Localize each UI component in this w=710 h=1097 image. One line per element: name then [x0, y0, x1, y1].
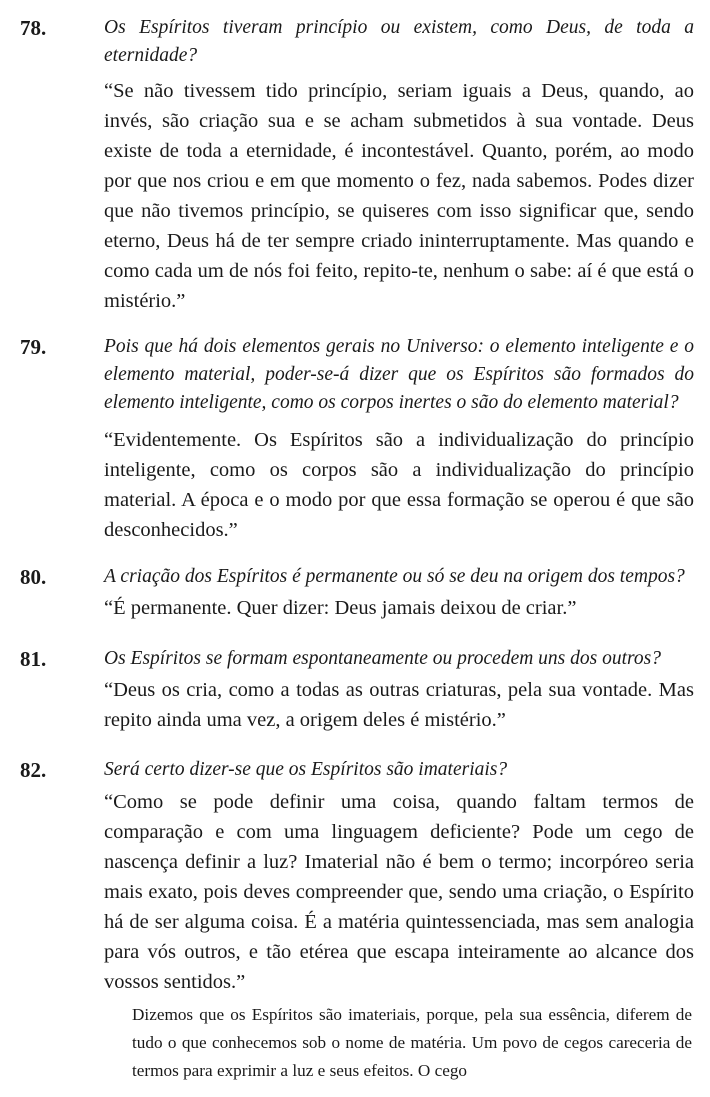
- question-number-80: 80.: [20, 565, 47, 589]
- question-number-78: 78.: [20, 16, 47, 40]
- answer-81-text: “Deus os cria, como a todas as outras criaturas, pela sua vontade. Mas repito ainda uma vez, a origem deles é mistério.”: [104, 679, 694, 731]
- question-79-text: Pois que há dois elementos gerais no Universo: o elemento inteligente e o elemento material, poder-se-á dizer que os Espíritos são formados do elemento inteligente, como os corpos inertes o são do elemento material?: [104, 336, 694, 413]
- answer-80-text: “É permanente. Quer dizer: Deus jamais deixou de criar.”: [104, 597, 577, 619]
- question-82-text: Será certo dizer-se que os Espíritos são imateriais?: [104, 759, 508, 780]
- commentary-text: Dizemos que os Espíritos são imateriais, porque, pela sua essência, diferem de tudo o que conhecemos sob o nome de matéria. Um povo de cegos careceria de termos para exprimir a luz e seus efeitos. O cego: [132, 1005, 692, 1080]
- question-number-82: 82.: [20, 758, 47, 782]
- question-number-79: 79.: [20, 335, 47, 359]
- question-78-text: Os Espíritos tiveram princípio ou existem, como Deus, de toda a eternidade?: [104, 17, 694, 66]
- question-81-text: Os Espíritos se formam espontaneamente ou procedem uns dos outros?: [104, 648, 661, 669]
- answer-82-text: “Como se pode definir uma coisa, quando faltam termos de comparação e com uma linguagem deficiente? Pode um cego de nascença definir a luz? Imaterial não é bem o termo; incorpóreo seria mais exato, pois deves compreender que, sendo uma criação, o Espírito há de ser alguma coisa. É a matéria quintessenciada, mas sem analogia para vós outros, e tão etérea que escapa inteiramente ao alcance dos vossos sentidos.”: [104, 791, 694, 993]
- question-80-text: A criação dos Espíritos é permanente ou só se deu na origem dos tempos?: [104, 566, 685, 587]
- answer-79-text: “Evidentemente. Os Espíritos são a individualização do princípio inteligente, como os corpos são a individualização do princípio material. A época e o modo por que essa formação se operou é que são desconhecidos.”: [104, 429, 694, 541]
- answer-78-text: “Se não tivessem tido princípio, seriam iguais a Deus, quando, ao invés, são criação sua e se acham submetidos à sua vontade. Deus existe de toda a eternidade, é incontestável. Quanto, porém, ao modo por que nos criou e em que momento o fez, nada sabemos. Podes dizer que não tivemos princípio, se quiseres com isso significar que, sendo eterno, Deus há de ter sempre criado ininterruptamente. Mas quando e como cada um de nós foi feito, repito-te, nenhum o sabe: aí é que está o mistério.”: [104, 80, 694, 312]
- question-number-81: 81.: [20, 647, 47, 671]
